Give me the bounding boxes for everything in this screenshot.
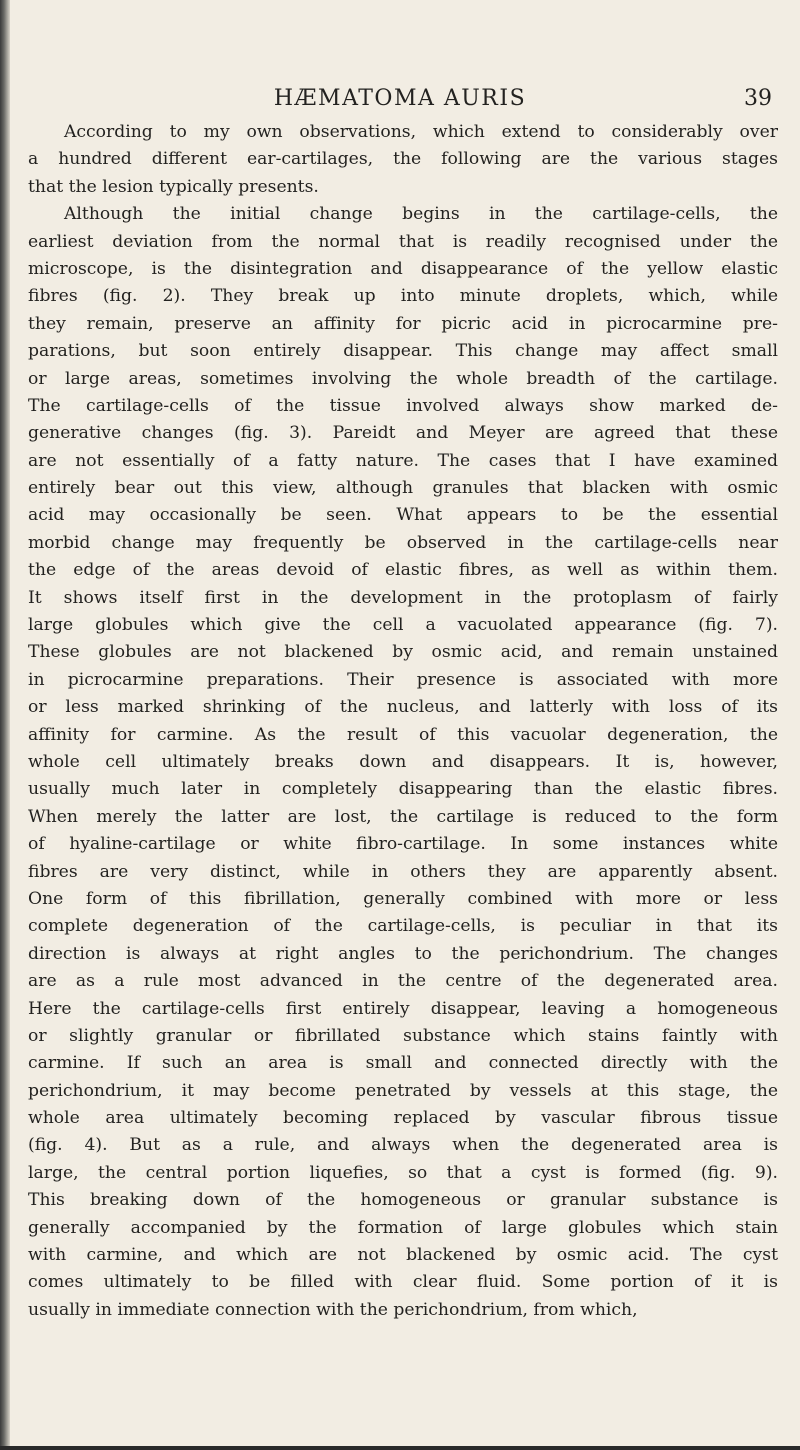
text-line: a hundred different ear-cartilages, the following are the various stages — [28, 149, 778, 170]
text-line: that the lesion typically presents. — [28, 176, 319, 197]
text-line: fibres are very distinct, while in others they are apparently absent. — [28, 861, 778, 882]
text-line: usually much later in completely disappearing than the elastic fibres. — [28, 779, 778, 800]
binding-edge-shadow — [0, 0, 10, 1450]
running-title: HÆMATOMA AURIS — [273, 86, 527, 111]
text-line: they remain, preserve an affinity for picric acid in picrocarmine pre- — [28, 313, 778, 334]
text-line: or slightly granular or fibrillated substance which stains faintly with — [28, 1025, 778, 1046]
text-line: Here the cartilage-cells first entirely disappear, leaving a homogeneous — [28, 998, 778, 1019]
text-line: The cartilage-cells of the tissue involved always show marked de- — [28, 395, 778, 416]
text-line: According to my own observations, which extend to considerably over — [64, 122, 778, 142]
text-line: whole area ultimately becoming replaced by vascular fibrous tissue — [28, 1108, 778, 1129]
bottom-edge-rule — [0, 1446, 800, 1450]
text-line: generally accompanied by the formation of large globules which stain — [28, 1217, 778, 1238]
text-line: affinity for carmine. As the result of this vacuolar degeneration, the — [28, 724, 778, 745]
text-line: large, the central portion liquefies, so that a cyst is formed (fig. 9). — [28, 1162, 778, 1183]
text-line: or large areas, sometimes involving the whole breadth of the cartilage. — [28, 368, 778, 389]
text-line: microscope, is the disintegration and disappearance of the yellow elastic — [28, 258, 778, 279]
text-line: Although the initial change begins in the cartilage-cells, the — [64, 204, 778, 225]
text-line: acid may occasionally be seen. What appears to be the essential — [28, 505, 778, 526]
text-line: usually in immediate connection with the perichondrium, from which, — [28, 1299, 638, 1320]
text-line: (fig. 4). But as a rule, and always when the degenerated area is — [28, 1135, 778, 1156]
text-line: When merely the latter are lost, the cartilage is reduced to the form — [28, 806, 778, 827]
text-line: of hyaline-cartilage or white fibro-cartilage. In some instances white — [28, 834, 778, 855]
text-line: in picrocarmine preparations. Their presence is associated with more — [28, 669, 778, 690]
text-line: entirely bear out this view, although granules that blacken with osmic — [28, 478, 778, 499]
text-line: perichondrium, it may become penetrated by vessels at this stage, the — [28, 1080, 778, 1101]
body-text — [28, 119, 778, 1324]
text-line: This breaking down of the homogeneous or granular substance is — [28, 1190, 778, 1211]
text-line: with carmine, and which are not blackened by osmic acid. The cyst — [28, 1245, 778, 1266]
text-line: fibres (fig. 2). They break up into minute droplets, which, while — [28, 286, 778, 307]
text-line: whole cell ultimately breaks down and disappears. It is, however, — [28, 751, 778, 772]
running-head — [0, 84, 800, 114]
text-line: generative changes (fig. 3). Pareidt and Meyer are agreed that these — [28, 423, 778, 444]
text-line: the edge of the areas devoid of elastic fibres, as well as within them. — [28, 560, 778, 581]
text-line: It shows itself first in the development in the protoplasm of fairly — [28, 587, 778, 608]
text-line: are as a rule most advanced in the centre of the degenerated area. — [28, 971, 778, 992]
text-line: carmine. If such an area is small and connected directly with the — [28, 1053, 778, 1074]
text-line: One form of this fibrillation, generally combined with more or less — [28, 888, 778, 909]
text-line: direction is always at right angles to the perichondrium. The changes — [28, 943, 778, 964]
text-line: earliest deviation from the normal that is readily recognised under the — [28, 231, 778, 252]
page-number: 39 — [744, 86, 772, 111]
text-line: are not essentially of a fatty nature. The cases that I have examined — [28, 450, 778, 471]
text-line: complete degeneration of the cartilage-cells, is peculiar in that its — [28, 916, 778, 937]
text-line: morbid change may frequently be observed in the cartilage-cells near — [28, 532, 778, 553]
text-line: or less marked shrinking of the nucleus, and latterly with loss of its — [28, 697, 778, 718]
text-line: large globules which give the cell a vacuolated appearance (fig. 7). — [28, 615, 778, 636]
text-line: parations, but soon entirely disappear. This change may affect small — [28, 341, 778, 362]
text-line: These globules are not blackened by osmic acid, and remain unstained — [28, 642, 778, 663]
text-line: comes ultimately to be filled with clear fluid. Some portion of it is — [28, 1272, 778, 1293]
